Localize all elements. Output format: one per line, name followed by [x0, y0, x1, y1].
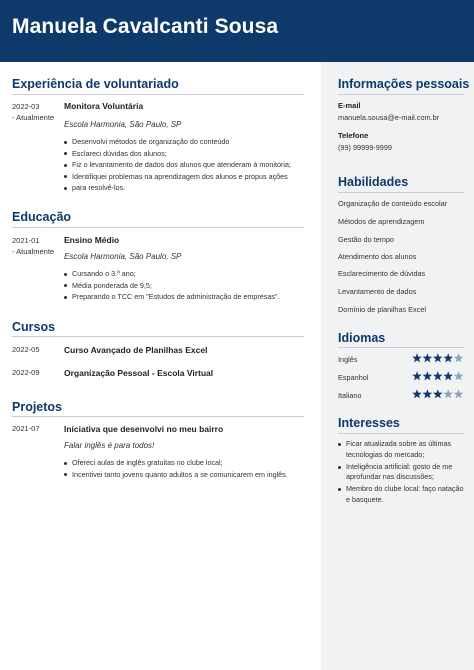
section-title-courses: Cursos	[12, 320, 56, 334]
star-filled-icon	[412, 371, 422, 380]
list-item: Cursando o 3.º ano;	[64, 268, 304, 280]
project-bullets	[64, 457, 304, 480]
star-filled-icon	[423, 353, 433, 362]
section-title-personal: Informações pessoais	[338, 77, 470, 91]
phone-label: Telefone	[338, 131, 369, 140]
list-item: Ficar atualizada sobre as últimas tecnologias do mercado;	[338, 439, 468, 461]
list-item: Membro do clube local: faço natação e basquete.	[338, 484, 468, 506]
section-title-projects: Projetos	[12, 400, 63, 414]
star-filled-icon	[412, 353, 422, 362]
skill-item: Atendimento dos alunos	[338, 252, 417, 261]
language-name: Italiano	[338, 391, 362, 400]
skill-item: Métodos de aprendizagem	[338, 217, 425, 226]
list-item: Esclareci dúvidas dos alunos;	[64, 148, 304, 160]
section-divider	[338, 433, 464, 434]
list-item-continuation: para resolvê-los.	[64, 182, 304, 194]
section-title-languages: Idiomas	[338, 331, 386, 345]
section-title-skills: Habilidades	[338, 175, 409, 189]
section-divider	[12, 227, 304, 228]
star-empty-icon	[454, 389, 464, 398]
sidebar-panel	[321, 62, 474, 670]
date-start: 2022-03	[12, 102, 40, 111]
date-end: - Atualmente	[12, 247, 55, 256]
list-item: Desenvolvi métodos de organização do conteúdo	[64, 136, 304, 148]
skill-item: Gestão do tempo	[338, 235, 394, 244]
section-title-interests: Interesses	[338, 416, 400, 430]
star-filled-icon	[423, 389, 433, 398]
language-rating-stars	[412, 353, 464, 363]
course-date: 2022-05	[12, 345, 40, 354]
role-title: Monitora Voluntária	[64, 101, 144, 111]
star-filled-icon	[412, 389, 422, 398]
degree-title: Ensino Médio	[64, 235, 120, 245]
list-item: Ofereci aulas de inglês gratuitas no clube local;	[64, 457, 304, 469]
course-name: Curso Avançado de Planilhas Excel	[64, 345, 208, 355]
star-filled-icon	[433, 371, 443, 380]
candidate-name: Manuela Cavalcanti Sousa	[12, 15, 279, 38]
star-filled-icon	[433, 353, 443, 362]
list-item: Incentivei tanto jovens quanto adultos a se comunicarem em inglês.	[64, 469, 304, 481]
email-value[interactable]: manuela.sousa@e-mail.com.br	[338, 113, 440, 122]
skill-item: Organização de conteúdo escolar	[338, 199, 448, 208]
language-rating-stars	[412, 371, 464, 381]
list-item: Fiz o levantamento de dados dos alunos que atenderam à monitoria;	[64, 159, 304, 171]
phone-value[interactable]: (99) 99999-9999	[338, 143, 392, 152]
skill-item: Esclarecimento de dúvidas	[338, 269, 426, 278]
star-empty-icon	[454, 353, 464, 362]
list-item: Preparando o TCC em "Estudos de administração de empresas".	[64, 291, 304, 303]
section-divider	[338, 192, 464, 193]
education-bullets	[64, 268, 304, 303]
course-date: 2022-09	[12, 368, 40, 377]
email-label: E-mail	[338, 101, 361, 110]
list-item: Inteligência artificial: gosto de me aprofundar nas discussões;	[338, 462, 468, 484]
date-start: 2021-01	[12, 236, 40, 245]
date-end: - Atualmente	[12, 113, 55, 122]
course-name: Organização Pessoal - Escola Virtual	[64, 368, 214, 378]
section-divider	[12, 336, 304, 337]
language-rating-stars	[412, 389, 464, 399]
section-title-education: Educação	[12, 210, 72, 224]
project-name: Iniciativa que desenvolvi no meu bairro	[64, 424, 224, 434]
star-filled-icon	[443, 353, 453, 362]
star-filled-icon	[423, 371, 433, 380]
section-divider	[12, 94, 304, 95]
project-subtitle: Falar inglês é para todos!	[64, 441, 155, 450]
interests-list	[338, 439, 468, 507]
section-title-volunteer: Experiência de voluntariado	[12, 77, 179, 91]
star-filled-icon	[443, 371, 453, 380]
section-divider	[338, 94, 464, 95]
project-date: 2021-07	[12, 424, 40, 433]
section-divider	[12, 416, 304, 417]
organization: Escola Harmonia, São Paulo, SP	[64, 120, 182, 129]
star-empty-icon	[443, 389, 453, 398]
language-name: Espanhol	[338, 373, 369, 382]
star-empty-icon	[454, 371, 464, 380]
volunteer-bullets	[64, 136, 304, 194]
language-name: Inglês	[338, 355, 358, 364]
school-name: Escola Harmonia, São Paulo, SP	[64, 252, 182, 261]
list-item: Identifiquei problemas na aprendizagem dos alunos e propus ações	[64, 171, 304, 183]
list-item: Média ponderada de 9,5;	[64, 280, 304, 292]
section-divider	[338, 347, 464, 348]
header-banner	[0, 0, 474, 62]
skill-item: Domínio de planilhas Excel	[338, 305, 427, 314]
skill-item: Levantamento de dados	[338, 287, 417, 296]
star-filled-icon	[433, 389, 443, 398]
